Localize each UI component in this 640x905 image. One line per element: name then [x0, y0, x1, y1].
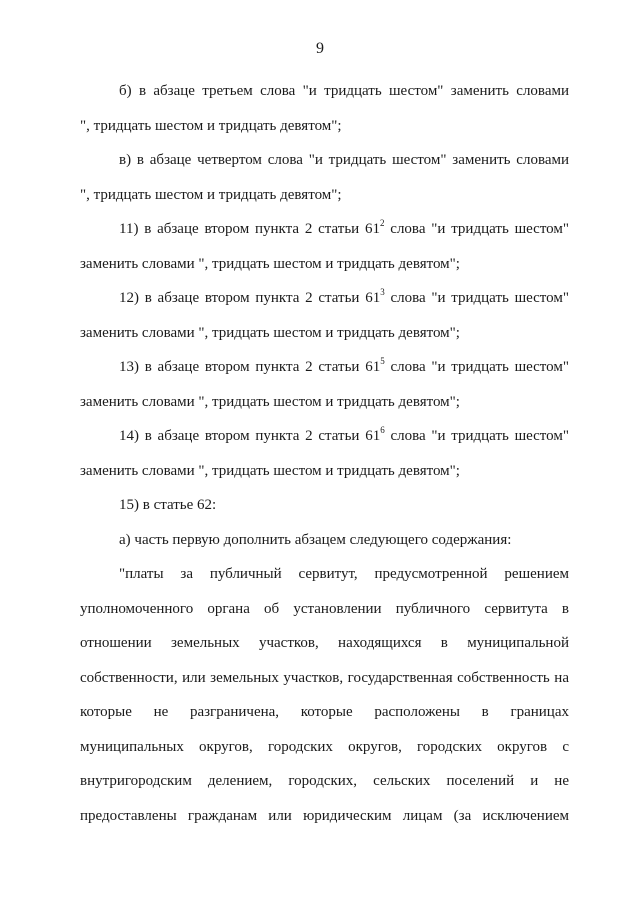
text-line: "платы за публичный сервитут, предусмотренной решением [119, 566, 569, 582]
text-line: заменить словами ", тридцать шестом и тридцать девятом"; [80, 463, 460, 479]
text-line-part: слова "и тридцать шестом" [384, 359, 569, 375]
text-line: уполномоченного органа об установлении публичного сервитута в [80, 601, 569, 617]
text-line-part: слова "и тридцать шестом" [384, 290, 569, 306]
text-line: ", тридцать шестом и тридцать девятом"; [80, 118, 342, 134]
text-line: а) часть первую дополнить абзацем следующего содержания: [119, 532, 512, 548]
superscript: 6 [380, 425, 385, 435]
text-line: б) в абзаце третьем слова "и тридцать шестом" заменить словами [119, 83, 569, 99]
superscript: 3 [380, 287, 385, 297]
text-line: собственности, или земельных участков, государственная собственность на [80, 670, 569, 686]
text-line-part: слова "и тридцать шестом" [384, 221, 570, 237]
text-line: заменить словами ", тридцать шестом и тридцать девятом"; [80, 394, 460, 410]
text-line [119, 219, 569, 239]
text-line: которые не разграничена, которые расположены в границах [80, 704, 569, 720]
text-line: внутригородским делением, городских, сельских поселений и не [80, 773, 569, 789]
text-line: муниципальных округов, городских округов, городских округов с [80, 739, 569, 755]
text-line: отношении земельных участков, находящихся в муниципальной [80, 635, 569, 651]
text-line [119, 288, 569, 308]
text-line-part: 12) в абзаце втором пункта 2 статьи 61 [119, 290, 381, 306]
text-line-part: 14) в абзаце втором пункта 2 статьи 61 [119, 428, 381, 444]
text-line-part: слова "и тридцать шестом" [384, 428, 569, 444]
text-line: в) в абзаце четвертом слова "и тридцать шестом" заменить словами [119, 152, 569, 168]
text-line [119, 426, 569, 446]
text-line-part: 11) в абзаце втором пункта 2 статьи 61 [119, 221, 380, 237]
superscript: 2 [380, 218, 385, 228]
superscript: 5 [380, 356, 385, 366]
text-line [119, 357, 569, 377]
text-line: ", тридцать шестом и тридцать девятом"; [80, 187, 342, 203]
text-line: 15) в статье 62: [119, 497, 217, 513]
text-line: заменить словами ", тридцать шестом и тридцать девятом"; [80, 256, 460, 272]
text-line-part: 13) в абзаце втором пункта 2 статьи 61 [119, 359, 381, 375]
page-number: 9 [316, 40, 324, 57]
text-line: предоставлены гражданам или юридическим лицам (за исключением [80, 808, 569, 824]
text-line: заменить словами ", тридцать шестом и тридцать девятом"; [80, 325, 460, 341]
